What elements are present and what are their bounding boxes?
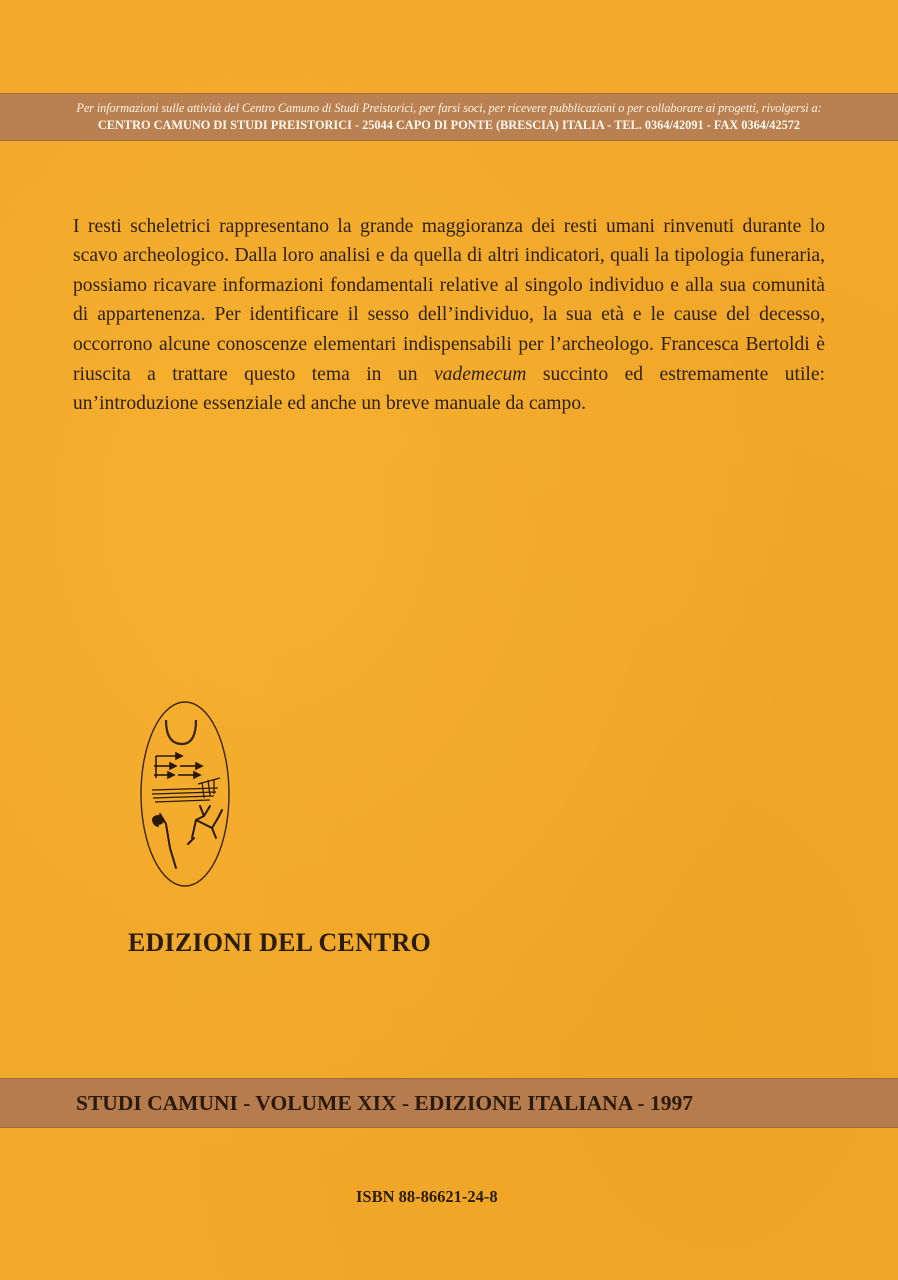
series-band [0, 1078, 898, 1128]
address-line: CENTRO CAMUNO DI STUDI PREISTORICI - 25044 CAPO DI PONTE (BRESCIA) ITALIA - TEL. 0364/42091 - FAX 0364/42572 [97, 118, 801, 132]
series-label: STUDI CAMUNI - VOLUME XIX - EDIZIONE ITALIANA - 1997 [76, 1091, 693, 1115]
blurb-paragraph [73, 212, 825, 419]
publisher-name: EDIZIONI DEL CENTRO [128, 928, 431, 957]
blurb-text-end: succinto ed estremamente utile: un’introduzione essenziale ed anche un breve manuale da campo. [73, 363, 826, 415]
rock-art-emblem-icon [138, 698, 232, 890]
isbn-number: ISBN 88-86621-24-8 [356, 1187, 498, 1206]
info-line: Per informazioni sulle attività del Centro Camuno di Studi Preistorici, per farsi soci, per ricevere pubblicazioni o per collaborare ai progetti, rivolgersi a: [76, 101, 822, 115]
blurb-emphasis: vademecum [433, 363, 527, 385]
header-band [0, 93, 898, 141]
blurb-text-start: I resti scheletrici rappresentano la grande maggioranza dei resti umani rinvenuti durante lo scavo archeologico. Dalla loro analisi e da quella di altri indicatori, quali la tipologia funeraria, possiamo ricavare informazioni fondamentali relative al singolo individuo e alla sua comunità di appartenenza. Per identificare il sesso dell’individuo, la sua età e le cause del decesso, occorrono alcune conoscenze elementari indispensabili per l’archeologo. Francesca Bertoldi è riuscita a trattare questo tema in un [73, 215, 825, 385]
